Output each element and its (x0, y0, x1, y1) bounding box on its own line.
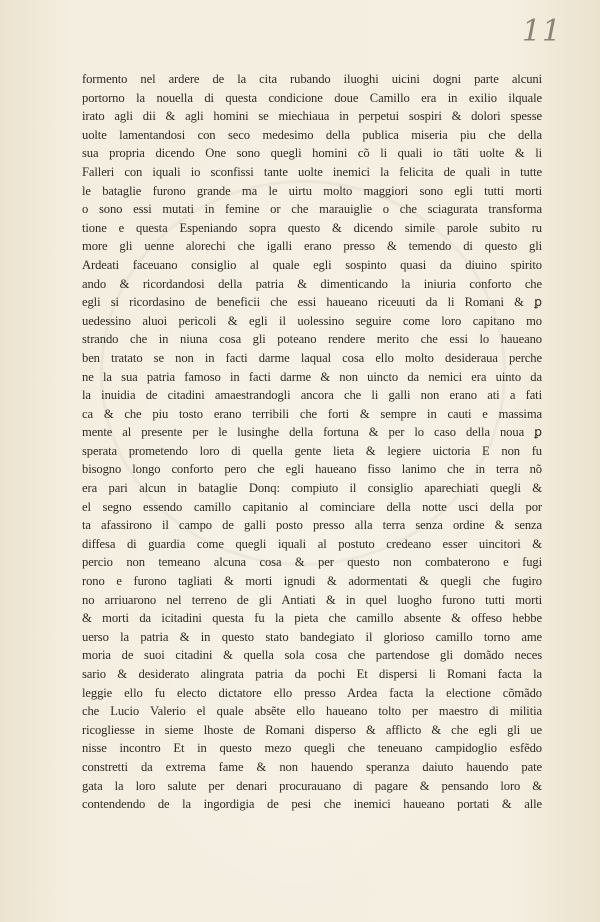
text-line: le bataglie furono grande ma le uirtu molto maggiori sono egli tutti morti (82, 183, 542, 198)
text-line: irato agli dii & agli homini se miechiaua in perpetui sospiri & dolori spesse (82, 109, 542, 124)
text-line: Falleri con iquali io sconfissi tante uolte inemici la felicita de quali in tutte (82, 164, 542, 179)
text-line: sperata prometendo loro di quella gente lieta & legiere uictoria E non fu (82, 443, 542, 458)
text-line: sua propria dicendo One sono quegli homini cõ li quali io tãti uolte & li (82, 146, 542, 161)
text-line: rono e furono tagliati & morti ignudi & adormentati & quegli che fugiro (82, 574, 542, 589)
text-line: gata la loro salute per denari procurauano di pagare & pensando loro & (82, 778, 542, 793)
text-line: moria de suoi citadini & quella sola cosa che partendose gli domãdo neces (82, 648, 542, 663)
text-line: ta afassirono il campo de galli posto presso alla terra senza ordine & senza (82, 518, 542, 533)
text-line: egli si ricordasino de beneficii che essi haueano riceuuti da li Romani & ꝑ (82, 295, 542, 310)
text-line: more gli uenne alorechi che igalli erano presso & temendo di questo gli (82, 239, 542, 254)
text-line: diffesa di guardia come quegli iquali al postuto credeano esser uincitori & (82, 536, 542, 551)
text-line: ca & che piu tosto erano terribili che forti & sempre in cauti e massima (82, 406, 542, 421)
text-line: percio non temeano alcuna cosa & per questo non combaterono e fugi (82, 555, 542, 570)
folio-number: 11 (521, 14, 562, 49)
text-line: uolte lamentandosi con seco medesimo della publica miseria piu che della (82, 127, 542, 142)
text-line: ben tratato se non in facti darme laqual cosa ello molto desideraua perche (82, 350, 542, 365)
text-line: ne la sua patria famoso in facti darme & non uincto da nemici era uinto da (82, 369, 542, 384)
text-line: uedessino aluoi pericoli & egli il uolessino seguire come loro capitano mo (82, 313, 542, 328)
text-line: portorno la nouella di questa condicione doue Camillo era in exilio ilquale (82, 90, 542, 105)
text-line: Ardeati faceuano consiglio al quale egli sospinto quasi da diuino spirito (82, 257, 542, 272)
text-line: tione e questa Espeniando sopra questo & dicendo simile parole subito ru (82, 220, 542, 235)
text-line: era pari alcun in bataglie Donq: compiuto il consiglio aparechiati quegli & (82, 481, 542, 496)
text-line: contendendo de la ingordigia de pesi che inemici haueano portati & alle (82, 797, 542, 812)
text-line: mente al presente per le lusinghe della fortuna & per lo caso della noua ꝑ (82, 425, 542, 440)
text-line: bisogno longo conforto pero che egli haueano fisso lanimo che in terra nõ (82, 462, 542, 477)
text-line: ricogliesse in sieme lhoste de Romani disperso & afflicto & che egli gli ue (82, 722, 542, 737)
text-block (82, 70, 542, 814)
text-line: nisse incontro Et in questo mezo quegli che teneuano campidoglio esfẽdo (82, 741, 542, 756)
text-line: leggie ello fu electo dictatore ello presso Ardea facta la electione cõmãdo (82, 685, 542, 700)
text-line: no arriuarono nel terreno de gli Antiati & in quel luogho furono tutti morti (82, 592, 542, 607)
text-line: strando che in niuna cosa gli poteano rendere merito che essi lo haueano (82, 332, 542, 347)
text-line: sario & desiderato alingrata patria da pochi Et dispersi li Romani facta la (82, 667, 542, 681)
text-line: la inuidia de citadini amaestrandogli ancora che li galli non erano ati a fati (82, 388, 542, 403)
text-line: uerso la patria & in questo stato bandegiato il glorioso camillo torno ame (82, 629, 542, 644)
text-line: o sono essi mutati in femine or che marauiglie o che sciagurata transforma (82, 202, 542, 217)
text-line: ando & ricordandosi della patria & dimenticando la iniuria conforto che (82, 276, 542, 291)
text-line: el segno essendo camillo capitanio al cominciare della notte usci della por (82, 499, 542, 514)
text-line: constretti da extrema fame & non hauendo speranza daiuto hauendo pate (82, 759, 542, 774)
text-line: che Lucio Valerio el quale absẽte ello haueano tolto per maestro di militia (82, 704, 542, 719)
text-line: & morti da icitadini questa fu la pieta che camillo absente & offeso hebbe (82, 611, 542, 626)
text-line: formento nel ardere de la cita rubando iluoghi uicini dogni parte alcuni (82, 72, 542, 86)
